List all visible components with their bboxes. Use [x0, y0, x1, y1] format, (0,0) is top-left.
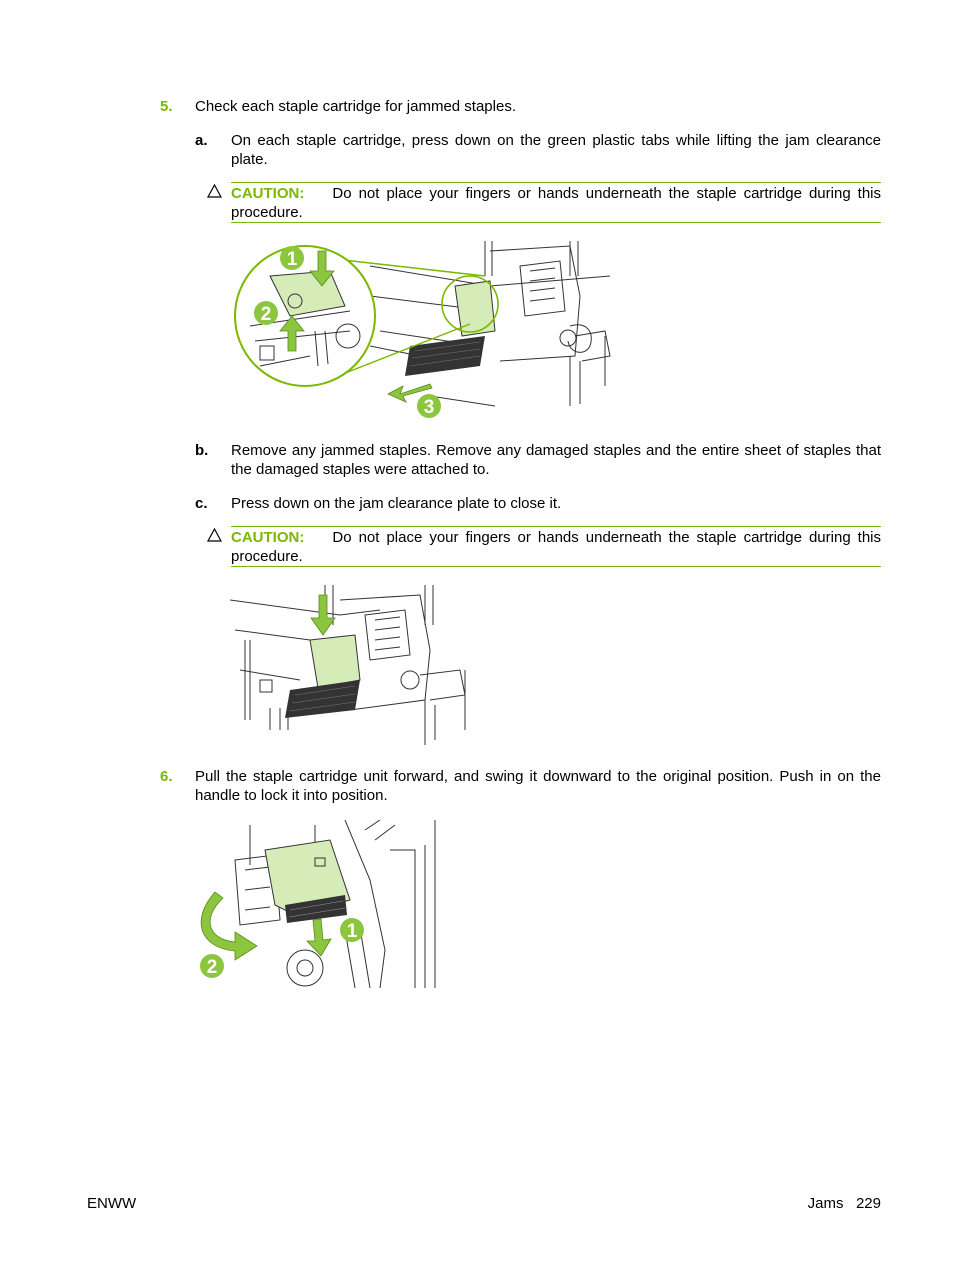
staple-cartridge-unit	[265, 840, 350, 923]
staple-cartridge-open-illustration	[230, 236, 615, 426]
footer-left: ENWW	[87, 1195, 137, 1212]
callout-2-label: 2	[206, 957, 218, 978]
step-5-number: 5.	[160, 98, 173, 115]
substep-a-text: On each staple cartridge, press down on the green plastic tabs while lifting the jam clearance plate.	[231, 132, 881, 168]
caution-triangle-icon	[207, 528, 222, 542]
caution-2	[231, 528, 881, 566]
substep-b-text: Remove any jammed staples. Remove any damaged staples and the entire sheet of staples that the damaged staples were attached to.	[231, 442, 881, 478]
caution-text: Do not place your fingers or hands underneath the staple cartridge during this procedure.	[231, 529, 882, 565]
callout-1	[340, 918, 364, 942]
callout-2	[254, 301, 278, 325]
callout-3-label: 3	[423, 397, 435, 418]
step-5-text: Check each staple cartridge for jammed staples.	[195, 98, 516, 115]
callout-2	[200, 954, 224, 978]
substep-b-label: b.	[195, 442, 209, 459]
caution-top-rule	[231, 182, 881, 183]
substep-c-text: Press down on the jam clearance plate to close it.	[231, 495, 562, 512]
caution-label: CAUTION:	[231, 529, 305, 546]
staple-sheet	[405, 336, 485, 376]
callout-2-label: 2	[260, 304, 272, 325]
substep-c-label: c.	[195, 495, 208, 512]
caution-triangle-icon	[207, 184, 222, 198]
callout-3	[417, 394, 441, 418]
caution-top-rule	[231, 526, 881, 527]
callout-1-label: 1	[346, 921, 358, 942]
footer-right	[808, 1194, 881, 1213]
step-6-number: 6.	[160, 768, 173, 785]
callout-1	[280, 246, 304, 270]
press-down-arrow-icon	[311, 595, 335, 635]
substep-a-label: a.	[195, 132, 208, 149]
staple-cartridge-close-illustration	[230, 580, 470, 750]
footer-section: Jams	[807, 1195, 844, 1212]
caution-label: CAUTION:	[231, 185, 305, 202]
page-number: 229	[855, 1195, 881, 1212]
caution-1	[231, 184, 881, 222]
caution-text: Do not place your fingers or hands underneath the staple cartridge during this procedure.	[231, 185, 882, 221]
swing-cartridge-down-illustration	[195, 820, 440, 990]
callout-1-label: 1	[286, 249, 298, 270]
step-6-text: Pull the staple cartridge unit forward, and swing it downward to the original position. Push in on the handle to lock it into position.	[195, 768, 881, 804]
caution-bottom-rule	[231, 566, 881, 567]
swing-down-arrow-icon	[201, 892, 257, 960]
staple-sheet	[285, 680, 360, 718]
caution-bottom-rule	[231, 222, 881, 223]
